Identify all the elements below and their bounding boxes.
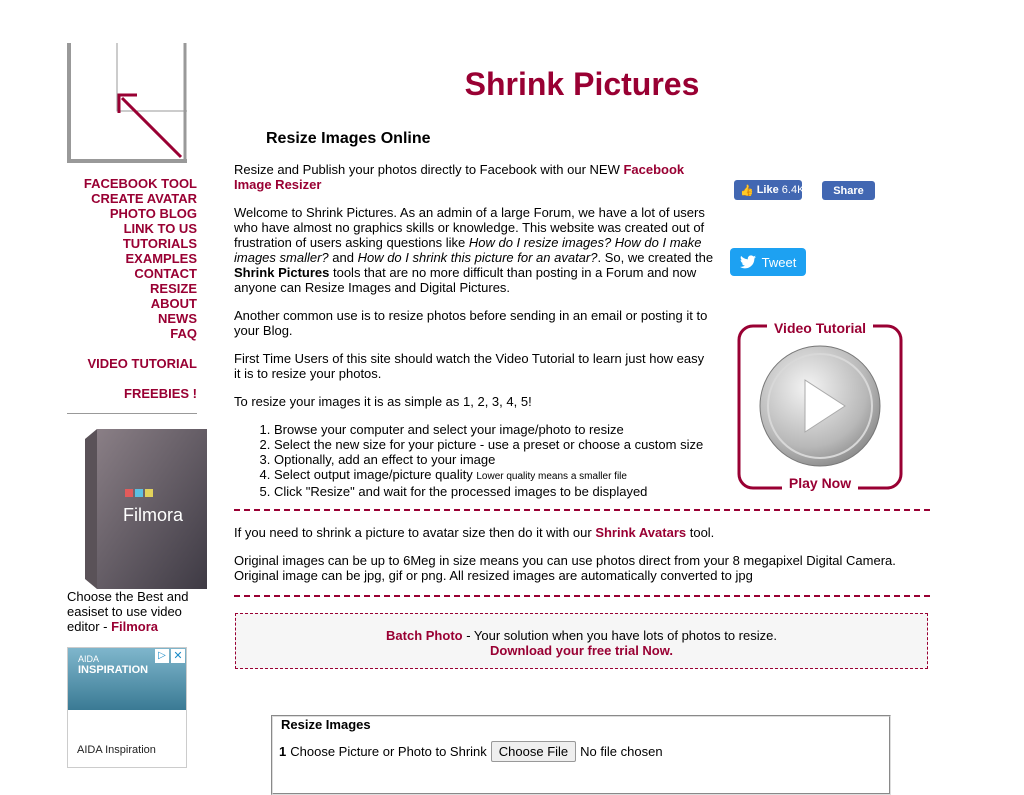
facebook-share-button[interactable]: Share [822, 181, 875, 200]
welcome-question-1: How do I resize images? How do I make images smaller? [234, 235, 702, 265]
sidebar-nav [67, 176, 197, 401]
welcome-question-2: How do I shrink this picture for an avatar? [357, 250, 598, 265]
shrink-avatars-link[interactable]: Shrink Avatars [595, 525, 687, 540]
ad-headline: INSPIRATION [78, 664, 149, 676]
facebook-image-resizer-link[interactable]: Facebook Image Resizer [234, 162, 685, 192]
advertisement[interactable] [67, 647, 187, 768]
batch-text: - Your solution when you have lots of photos to resize. [462, 628, 777, 643]
nav-spacer [67, 341, 197, 356]
tweet-label: Tweet [761, 254, 797, 270]
filmora-box-graphic [85, 429, 207, 589]
site-logo[interactable] [67, 43, 187, 163]
play-now-label: Play Now [788, 475, 852, 491]
nav-video-tutorial[interactable]: VIDEO TUTORIAL [87, 356, 197, 371]
video-tutorial-label: Video Tutorial [773, 320, 867, 336]
step-item [274, 467, 714, 484]
section-divider [234, 509, 930, 511]
nav-link-to-us[interactable]: LINK TO US [123, 221, 197, 236]
page-subtitle: Resize Images Online [266, 130, 431, 147]
first-time-paragraph: First Time Users of this site should watch the Video Tutorial to learn just how easy it is to resize your photos. [234, 351, 705, 381]
adchoices-icon[interactable]: ▷ [155, 649, 169, 663]
filmora-product-image[interactable] [85, 429, 207, 589]
nav-photo-blog[interactable]: PHOTO BLOG [109, 206, 197, 221]
step-item: 3. Optionally, add an effect to your image [274, 452, 714, 467]
choose-file-button[interactable]: Choose File [491, 741, 576, 762]
facebook-widget [734, 180, 875, 200]
step-item: 2. Select the new size for your picture - use a preset or choose a custom size [274, 437, 714, 452]
common-use-paragraph: Another common use is to resize photos before sending in an email or posting it to your Blog. [234, 308, 708, 338]
nav-faq[interactable]: FAQ [170, 326, 197, 341]
avatar-paragraph [234, 525, 930, 540]
step-4-text: Select output image/picture quality [274, 467, 477, 482]
filmora-link[interactable]: Filmora [111, 619, 159, 634]
resize-images-legend: Resize Images [281, 717, 371, 732]
twitter-bird-icon [740, 255, 756, 269]
nav-tutorials[interactable]: TUTORIALS [122, 236, 197, 251]
tweet-button[interactable] [730, 248, 806, 276]
simple-steps-paragraph: To resize your images it is as simple as 1, 2, 3, 4, 5! [234, 394, 532, 409]
ad-image [68, 648, 186, 710]
step-4-note: Lower quality means a smaller file [476, 471, 627, 482]
nav-facebook-tool[interactable]: FACEBOOK TOOL [83, 176, 197, 191]
original-line-1: Original images can be up to 6Meg in size means you can use photos direct from your 8 megapixel Digital Camera. [234, 553, 896, 568]
video-tutorial-graphic [737, 318, 903, 492]
nav-about[interactable]: ABOUT [150, 296, 197, 311]
welcome-text-a: Welcome to Shrink Pictures. As an admin of a large Forum, we have a lot of users who have almost no graphics skills or knowledge. This website was created out of frustration of users asking questions like [234, 205, 705, 250]
steps-list [234, 422, 714, 499]
nav-spacer [67, 371, 197, 386]
ad-close-icon[interactable]: ✕ [171, 649, 185, 663]
download-trial-link[interactable]: Download your free trial Now. [490, 643, 673, 658]
batch-photo-promo [235, 613, 928, 669]
avatar-text-a: If you need to shrink a picture to avatar size then do it with our [234, 525, 596, 540]
welcome-paragraph [234, 205, 714, 295]
main-content [234, 162, 714, 499]
filmora-description: Choose the Best and easiset to use video editor - [67, 589, 189, 634]
choose-picture-row [279, 741, 663, 762]
welcome-text-b: . So, we created the [597, 250, 714, 265]
logo-graphic [67, 43, 187, 163]
filmora-promo-text [67, 589, 207, 634]
nav-contact[interactable]: CONTACT [134, 266, 197, 281]
welcome-text-and: and [328, 250, 358, 265]
section-divider [234, 595, 930, 597]
file-status: No file chosen [580, 744, 663, 759]
choose-picture-label: Choose Picture or Photo to Shrink [290, 744, 487, 759]
welcome-text-c: tools that are no more difficult than posting in a Forum and now anyone can Resize Images and Digital Pictures. [234, 265, 697, 295]
step-number: 1 [279, 744, 287, 759]
thumbs-up-icon: 👍 [740, 184, 754, 197]
batch-download-line [236, 643, 927, 658]
original-images-paragraph [234, 553, 930, 583]
intro-paragraph [234, 162, 714, 192]
batch-line [236, 628, 927, 643]
like-count: 6.4K [781, 184, 805, 196]
nav-resize[interactable]: RESIZE [150, 281, 197, 296]
facebook-like-button[interactable] [734, 180, 805, 200]
page-title: Shrink Pictures [464, 66, 700, 102]
ad-caption: AIDA Inspiration [77, 744, 156, 756]
step-item: 1. Browse your computer and select your image/photo to resize [274, 422, 714, 437]
step-item: 5. Click "Resize" and wait for the processed images to be displayed [274, 484, 714, 499]
video-tutorial-button[interactable] [737, 318, 903, 492]
like-label: Like [756, 184, 779, 196]
batch-photo-link[interactable]: Batch Photo [386, 628, 463, 643]
sidebar-divider [67, 413, 197, 414]
intro-text: Resize and Publish your photos directly to Facebook with our NEW [234, 162, 624, 177]
welcome-brand: Shrink Pictures [234, 265, 330, 280]
nav-create-avatar[interactable]: CREATE AVATAR [91, 191, 197, 206]
ad-brand: AIDA [78, 654, 100, 664]
nav-news[interactable]: NEWS [158, 311, 197, 326]
nav-examples[interactable]: EXAMPLES [125, 251, 197, 266]
original-line-2: Original image can be jpg, gif or png. All resized images are automatically converted to jpg [234, 568, 753, 583]
nav-freebies[interactable]: FREEBIES ! [124, 386, 197, 401]
avatar-text-b: tool. [686, 525, 715, 540]
filmora-box-label: Filmora [123, 505, 184, 525]
